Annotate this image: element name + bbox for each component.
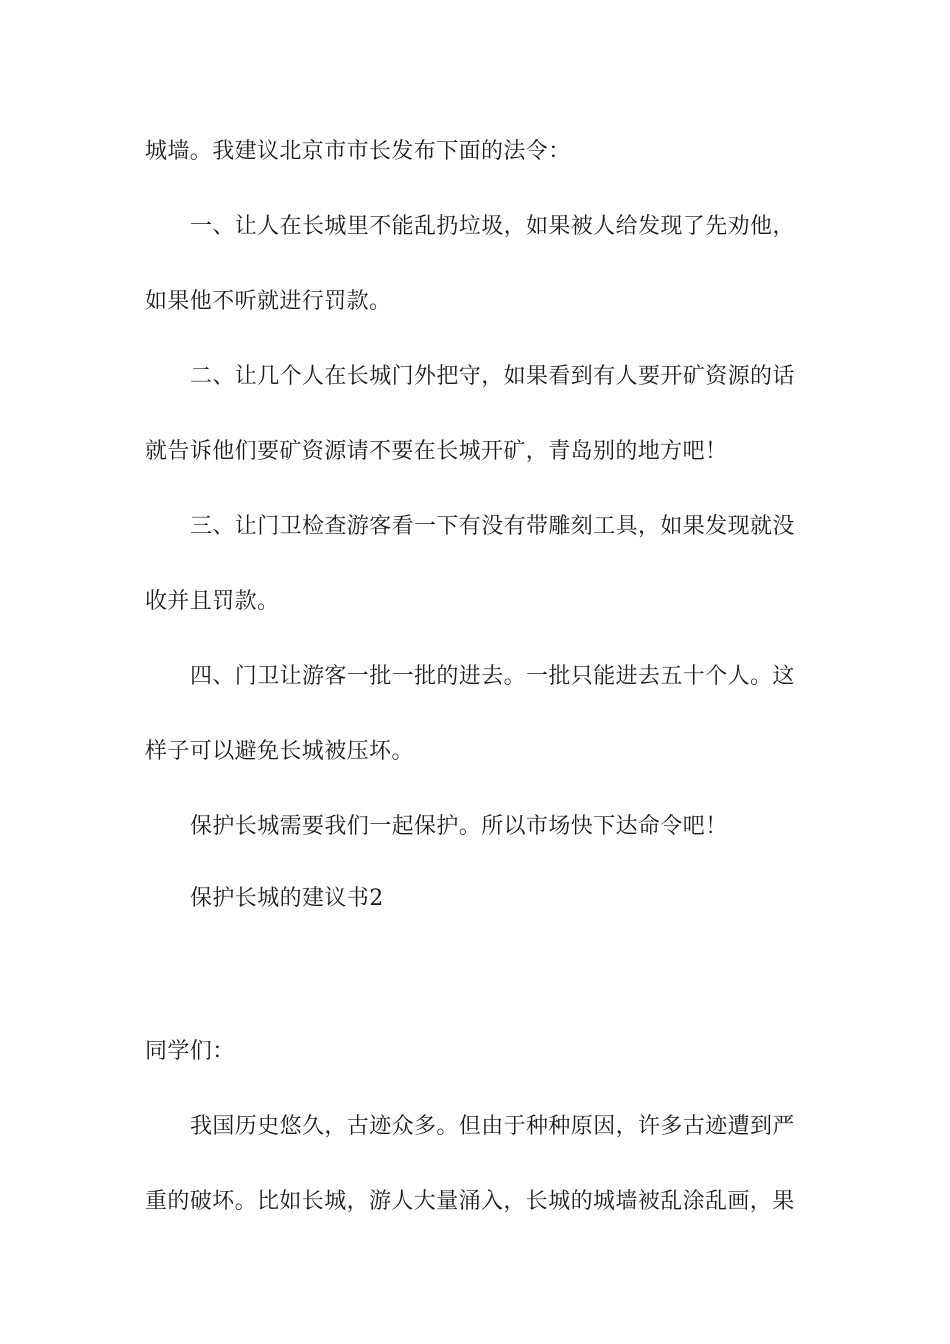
paragraph-line: 城墙。我建议北京市市长发布下面的法令：	[145, 139, 571, 164]
section-heading: 保护长城的建议书2	[190, 886, 384, 911]
paragraph-line: 一、让人在长城里不能乱扔垃圾，如果被人给发现了先劝他，	[190, 214, 795, 239]
paragraph-line: 如果他不听就进行罚款。	[145, 289, 392, 314]
paragraph-line: 样子可以避免长城被压坏。	[145, 739, 414, 764]
paragraph-line: 我国历史悠久，古迹众多。但由于种种原因，许多古迹遭到严	[190, 1114, 795, 1139]
paragraph-line: 收并且罚款。	[145, 589, 280, 614]
paragraph-line: 三、让门卫检查游客看一下有没有带雕刻工具，如果发现就没	[190, 514, 795, 539]
paragraph-line: 重的破坏。比如长城，游人大量涌入，长城的城墙被乱涂乱画，果	[145, 1189, 795, 1214]
paragraph-line: 就告诉他们要矿资源请不要在长城开矿，青岛别的地方吧！	[145, 439, 728, 464]
paragraph-line: 四、门卫让游客一批一批的进去。一批只能进去五十个人。这	[190, 664, 795, 689]
paragraph-line: 二、让几个人在长城门外把守，如果看到有人要开矿资源的话	[190, 364, 795, 389]
paragraph-line: 保护长城需要我们一起保护。所以市场快下达命令吧！	[190, 814, 728, 839]
salutation: 同学们：	[145, 1039, 235, 1064]
